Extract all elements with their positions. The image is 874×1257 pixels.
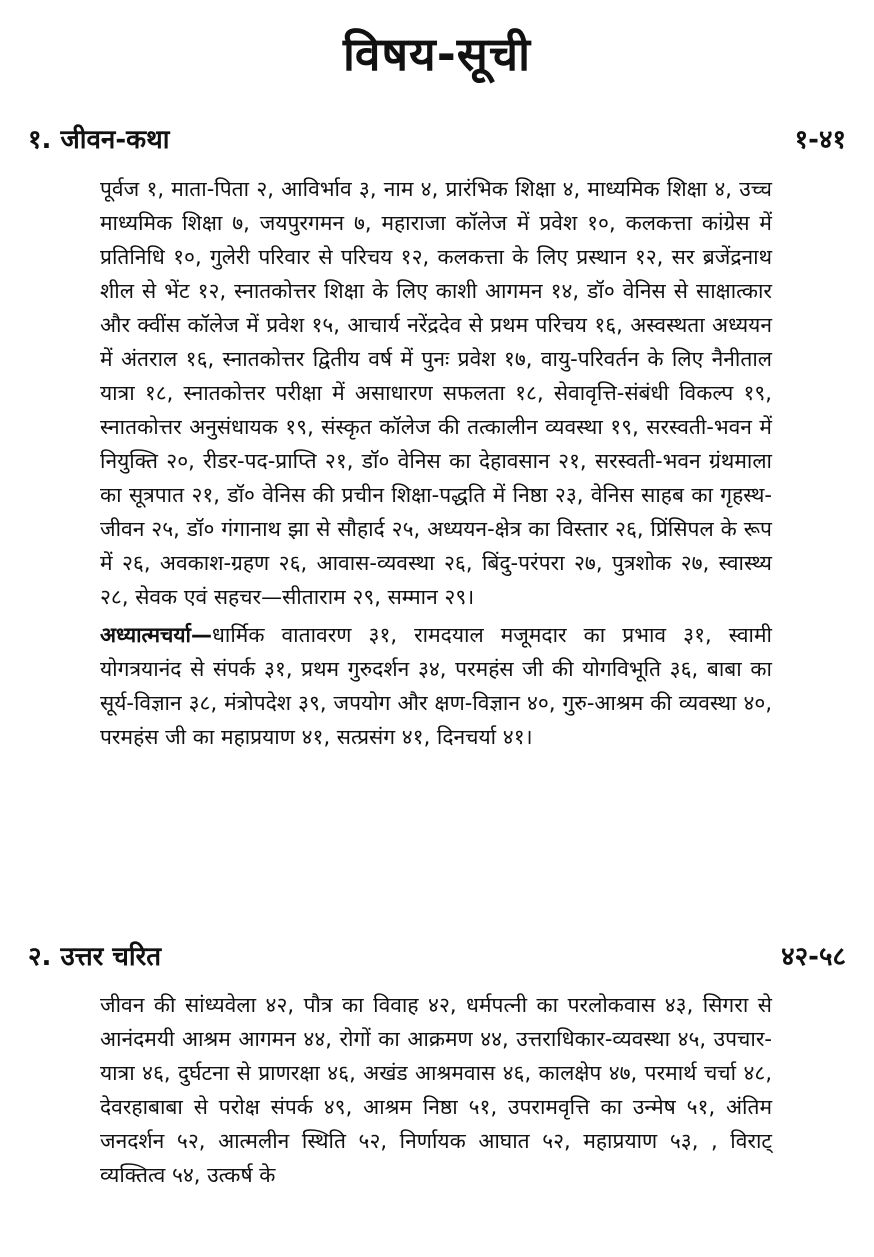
section-page-range: ४२-५८ bbox=[781, 942, 846, 972]
contents-paragraph bbox=[100, 988, 772, 1192]
contents-paragraph bbox=[100, 172, 772, 614]
paragraph-text: जीवन की सांध्यवेला ४२, पौत्र का विवाह ४२, धर्मपत्नी का परलोकवास ४३, सिगरा से आनंदमयी आश्रम आगमन ४४, रोगों का आक्रमण ४४, उत्तराधिकार-व्यवस्था ४५, उपचार-यात्रा ४६, दुर्घटना से प्राणरक्षा ४६, अखंड आश्रमवास ४६, कालक्षेप ४७, परमार्थ चर्चा ४८, देवरहाबाबा से परोक्ष संपर्क ४९, आश्रम निष्ठा ५१, उपरामवृत्ति का उन्मेष ५१, अंतिम जनदर्शन ५२, आत्मलीन स्थिति ५२, निर्णायक आघात ५२, महाप्रयाण ५३, , विराट् व्यक्तित्व ५४, उत्कर्ष के bbox=[100, 993, 772, 1187]
paragraph-text: पूर्वज १, माता-पिता २, आविर्भाव ३, नाम ४, प्रारंभिक शिक्षा ४, माध्यमिक शिक्षा ४, उच्च माध्यमिक शिक्षा ७, जयपुरगमन ७, महाराजा कॉलेज में प्रवेश १०, कलकत्ता कांग्रेस में प्रतिनिधि १०, गुलेरी परिवार से परिचय १२, कलकत्ता के लिए प्रस्थान १२, सर ब्रजेंद्रनाथ शील से भेंट १२, स्नातकोत्तर शिक्षा के लिए काशी आगमन १४, डॉ० वेनिस से साक्षात्कार और क्वींस कॉलेज में प्रवेश १५, आचार्य नरेंद्रदेव से प्रथम परिचय १६, अस्वस्थता अध्ययन में अंतराल १६, स्नातकोत्तर द्वितीय वर्ष में पुनः प्रवेश १७, वायु-परिवर्तन के लिए नैनीताल यात्रा १८, स्नातकोत्तर परीक्षा में असाधारण सफलता १८, सेवावृत्ति-संबंधी विकल्प १९, स्नातकोत्तर अनुसंधायक १९, संस्कृत कॉलेज की तत्कालीन व्यवस्था १९, सरस्वती-भवन में नियुक्ति २०, रीडर-पद-प्राप्ति २१, डॉ० वेनिस का देहावसान २१, सरस्वती-भवन ग्रंथमाला का सूत्रपात २१, डॉ० वेनिस की प्रचीन शिक्षा-पद्धति में निष्ठा २३, वेनिस साहब का गृहस्थ-जीवन २५, डॉ० गंगानाथ झा से सौहार्द २५, अध्ययन-क्षेत्र का विस्तार २६, प्रिंसिपल के रूप में २६, अवकाश-ग्रहण २६, आवास-व्यवस्था २६, बिंदु-परंपरा २७, पुत्रशोक २७, स्वास्थ्य २८, सेवक एवं सहचर—सीताराम २९, सम्मान २९। bbox=[100, 177, 772, 609]
contents-paragraph bbox=[100, 618, 772, 754]
section-contents-1 bbox=[100, 172, 772, 754]
subsection-lead: अध्यात्मचर्या— bbox=[100, 623, 212, 647]
section-page-range: १-४१ bbox=[794, 125, 846, 155]
section-heading-2 bbox=[28, 937, 846, 973]
page-title: विषय-सूची bbox=[342, 27, 532, 81]
section-heading-1 bbox=[28, 120, 846, 156]
section-contents-2 bbox=[100, 988, 772, 1192]
section-title: २. उत्तर चरित bbox=[28, 942, 162, 972]
section-title: १. जीवन-कथा bbox=[28, 125, 170, 155]
paragraph-text: धार्मिक वातावरण ३१, रामदयाल मजूमदार का प्रभाव ३१, स्वामी योगत्रयानंद से संपर्क ३१, प्रथम गुरुदर्शन ३४, परमहंस जी की योगविभूति ३६, बाबा का सूर्य-विज्ञान ३८, मंत्रोपदेश ३९, जपयोग और क्षण-विज्ञान ४०, गुरु-आश्रम की व्यवस्था ४०, परमहंस जी का महाप्रयाण ४१, सत्प्रसंग ४१, दिनचर्या ४१। bbox=[100, 623, 772, 749]
